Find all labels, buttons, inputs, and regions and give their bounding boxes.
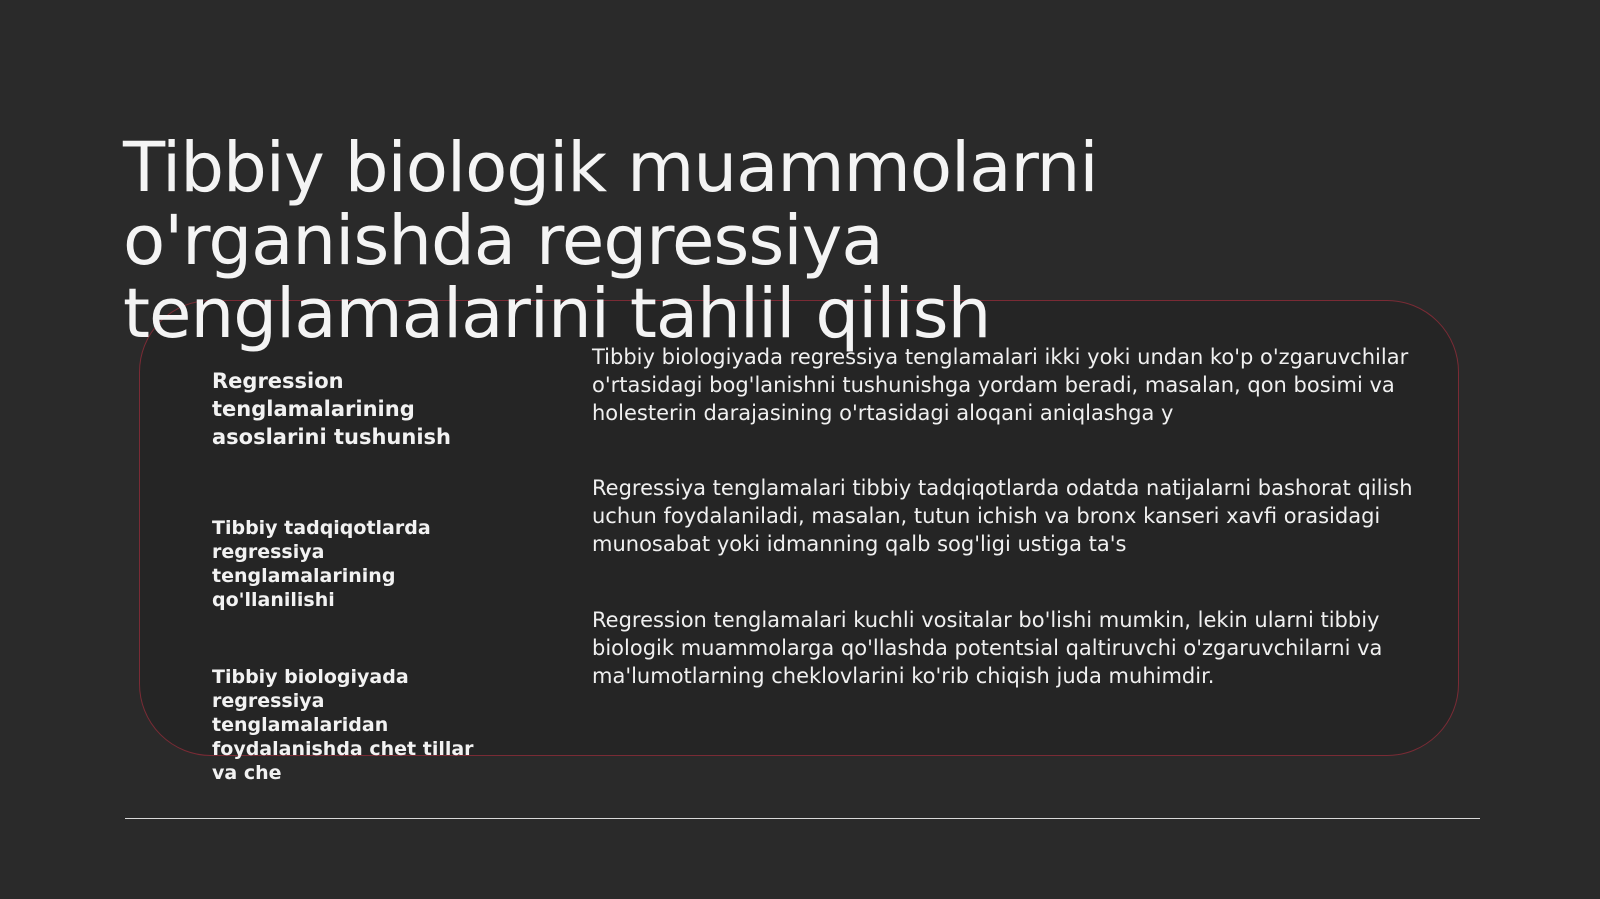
row-text-1: Tibbiy biologiyada regressiya tenglamalari ikki yoki undan ko'p o'zgaruvchilar o'rtasidagi bog'lanishni tushunishga yordam beradi, masalan, qon bosimi va holesterin darajasining o'rtasidagi aloqani aniqlashga y	[592, 345, 1409, 425]
bottom-divider	[125, 818, 1480, 819]
row-label-1: Regression tenglamalarining asoslarini tushunish	[212, 369, 451, 449]
slide-title: Tibbiy biologik muammolarni o'rganishda regressiya tenglamalarini tahlil qilish	[123, 128, 1098, 354]
row-label-2: Tibbiy tadqiqotlarda regressiya tenglamalarining qo'llanilishi	[212, 517, 431, 611]
row-text-3: Regression tenglamalari kuchli vositalar bo'lishi mumkin, lekin ularni tibbiy biologik muammolarga qo'llashda potentsial qaltiruvchi o'zgaruvchilarni va ma'lumotlarning cheklovlarini ko'rib chiqish juda muhimdir.	[592, 608, 1383, 688]
row-label-3: Tibbiy biologiyada regressiya tenglamalaridan foydalanishda chet tillar va che	[212, 666, 474, 784]
row-text-2: Regressiya tenglamalari tibbiy tadqiqotlarda odatda natijalarni bashorat qilish uchun foydalaniladi, masalan, tutun ichish va bronx kanseri xavfi orasidagi munosabat yoki idmanning qalb sog'ligi ustiga ta's	[592, 476, 1413, 556]
